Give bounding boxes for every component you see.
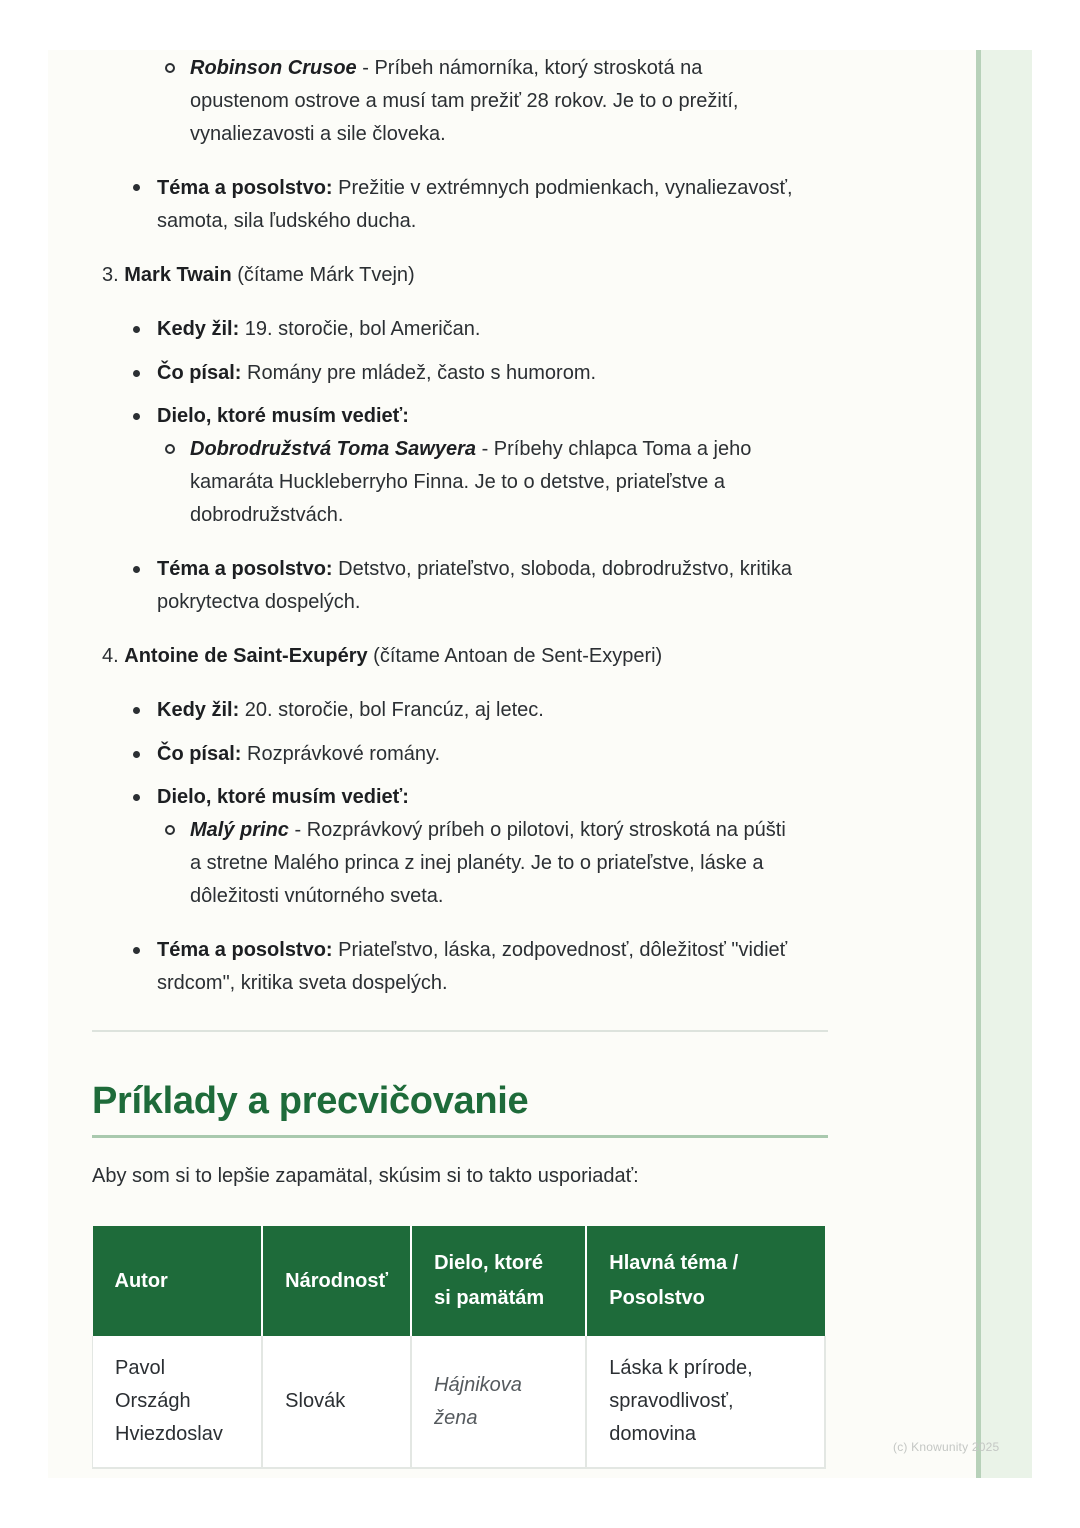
table-row bbox=[93, 1336, 826, 1468]
tema-value-line: srdcom", kritika sveta dospelých. bbox=[157, 972, 448, 994]
work-description: - Príbeh námorníka, ktorý stroskotá na bbox=[356, 57, 703, 79]
bullet-marker bbox=[133, 566, 140, 573]
section-intro: Aby som si to lepšie zapamätal, skúsim si to takto usporiadať: bbox=[92, 1165, 639, 1187]
bullet-co-twain bbox=[157, 357, 596, 390]
bullet-kedy-exupery bbox=[157, 694, 544, 727]
sub-bullet-marker bbox=[165, 63, 175, 73]
work-description: - Príbehy chlapca Toma a jeho bbox=[476, 438, 752, 460]
bullet-marker bbox=[133, 370, 140, 377]
header-text: Posolstvo bbox=[609, 1287, 705, 1309]
cell-text: Hájnikova bbox=[434, 1373, 522, 1396]
author-name: Antoine de Saint-Exupéry bbox=[124, 645, 368, 667]
work-description-line: a stretne Malého princa z inej planéty. Je to o priateľstve, láske a bbox=[190, 852, 764, 874]
bullet-co-exupery bbox=[157, 738, 440, 771]
sub-bullet-marker bbox=[165, 444, 175, 454]
bullet-marker bbox=[133, 413, 140, 420]
kedy-value: 20. storočie, bol Francúz, aj letec. bbox=[239, 699, 544, 721]
bullet-marker bbox=[133, 947, 140, 954]
cell-text: Országh bbox=[115, 1390, 191, 1412]
bullet-marker bbox=[133, 184, 140, 191]
work-description-line: dôležitosti vnútorného sveta. bbox=[190, 885, 444, 907]
section-divider bbox=[92, 1030, 828, 1032]
header-text: Národnosť bbox=[285, 1269, 389, 1292]
tema-value: Prežitie v extrémnych podmienkach, vynaliezavosť, bbox=[332, 177, 793, 199]
tema-value: Detstvo, priateľstvo, sloboda, dobrodružstvo, kritika bbox=[332, 558, 792, 580]
kedy-label: Kedy žil: bbox=[157, 699, 240, 721]
author-pronunciation: (čítame Márk Tvejn) bbox=[231, 264, 415, 286]
header-dielo bbox=[411, 1226, 586, 1336]
co-label: Čo písal: bbox=[157, 362, 242, 384]
tema-value-line: pokrytectva dospelých. bbox=[157, 591, 361, 613]
co-label: Čo písal: bbox=[157, 743, 242, 765]
author-name: Mark Twain bbox=[124, 264, 232, 286]
bullet-tema-defoe bbox=[157, 172, 837, 238]
work-title: Robinson Crusoe bbox=[190, 57, 357, 79]
cell-tema bbox=[586, 1336, 825, 1468]
sub-bullet-robinson bbox=[190, 52, 830, 151]
cell-text: Slovák bbox=[285, 1390, 346, 1412]
cell-text: spravodlivosť, bbox=[609, 1390, 734, 1412]
co-value: Romány pre mládež, často s humorom. bbox=[241, 362, 597, 384]
cell-text: domovina bbox=[609, 1423, 697, 1445]
cell-narodnost bbox=[262, 1336, 411, 1468]
tema-value-line: samota, sila ľudského ducha. bbox=[157, 210, 417, 232]
author-heading-twain bbox=[102, 259, 415, 292]
author-heading-exupery bbox=[102, 640, 662, 673]
work-description: - Rozprávkový príbeh o pilotovi, ktorý stroskotá na púšti bbox=[288, 819, 786, 841]
header-tema bbox=[586, 1226, 825, 1336]
header-text: Hlavná téma / bbox=[609, 1252, 739, 1274]
cell-dielo bbox=[411, 1336, 586, 1468]
sub-bullet-maly-princ bbox=[190, 814, 850, 913]
work-description-line: vynaliezavosti a sile človeka. bbox=[190, 123, 446, 145]
tema-label: Téma a posolstvo: bbox=[157, 939, 333, 961]
tema-label: Téma a posolstvo: bbox=[157, 177, 333, 199]
header-text: si pamätám bbox=[434, 1287, 545, 1309]
work-description-line: dobrodružstvách. bbox=[190, 504, 344, 526]
work-description-line: opustenom ostrove a musí tam prežiť 28 rokov. Je to o prežití, bbox=[190, 90, 739, 112]
heading-underline bbox=[92, 1135, 828, 1138]
bullet-marker bbox=[133, 326, 140, 333]
work-description-line: kamaráta Huckleberryho Finna. Je to o detstve, priateľstve a bbox=[190, 471, 725, 493]
sub-bullet-tom-sawyer bbox=[190, 433, 830, 532]
bullet-tema-exupery bbox=[157, 934, 847, 1000]
summary-table bbox=[92, 1226, 826, 1469]
bullet-dielo-twain bbox=[157, 400, 409, 433]
header-text: Dielo, ktoré bbox=[434, 1252, 544, 1274]
list-number: 4. bbox=[102, 645, 119, 667]
author-pronunciation: (čítame Antoan de Sent-Exyperi) bbox=[367, 645, 663, 667]
dielo-label: Dielo, ktoré musím vedieť: bbox=[157, 405, 409, 427]
bullet-marker bbox=[133, 751, 140, 758]
section-heading: Príklady a precvičovanie bbox=[92, 1080, 529, 1122]
bullet-tema-twain bbox=[157, 553, 847, 619]
sub-bullet-marker bbox=[165, 825, 175, 835]
cell-text: Láska k prírode, bbox=[609, 1357, 753, 1379]
work-title: Malý princ bbox=[190, 819, 289, 841]
bullet-marker bbox=[133, 707, 140, 714]
list-number: 3. bbox=[102, 264, 119, 286]
watermark: (c) Knowunity 2025 bbox=[893, 1440, 1000, 1454]
dielo-label: Dielo, ktoré musím vedieť: bbox=[157, 786, 409, 808]
cell-text: Pavol bbox=[115, 1357, 166, 1379]
tema-label: Téma a posolstvo: bbox=[157, 558, 333, 580]
table-header-row bbox=[93, 1226, 826, 1336]
header-text: Autor bbox=[114, 1269, 168, 1292]
tema-value: Priateľstvo, láska, zodpovednosť, dôležitosť "vidieť bbox=[332, 939, 788, 961]
header-autor bbox=[93, 1226, 263, 1336]
kedy-value: 19. storočie, bol Američan. bbox=[239, 318, 481, 340]
work-title: Dobrodružstvá Toma Sawyera bbox=[190, 438, 477, 460]
cell-autor bbox=[93, 1336, 263, 1468]
header-narodnost bbox=[262, 1226, 411, 1336]
bullet-marker bbox=[133, 794, 140, 801]
cell-text: Hviezdoslav bbox=[115, 1423, 223, 1445]
kedy-label: Kedy žil: bbox=[157, 318, 240, 340]
bullet-dielo-exupery bbox=[157, 781, 409, 814]
cell-text: žena bbox=[434, 1406, 478, 1429]
bullet-kedy-twain bbox=[157, 313, 480, 346]
co-value: Rozprávkové romány. bbox=[241, 743, 441, 765]
